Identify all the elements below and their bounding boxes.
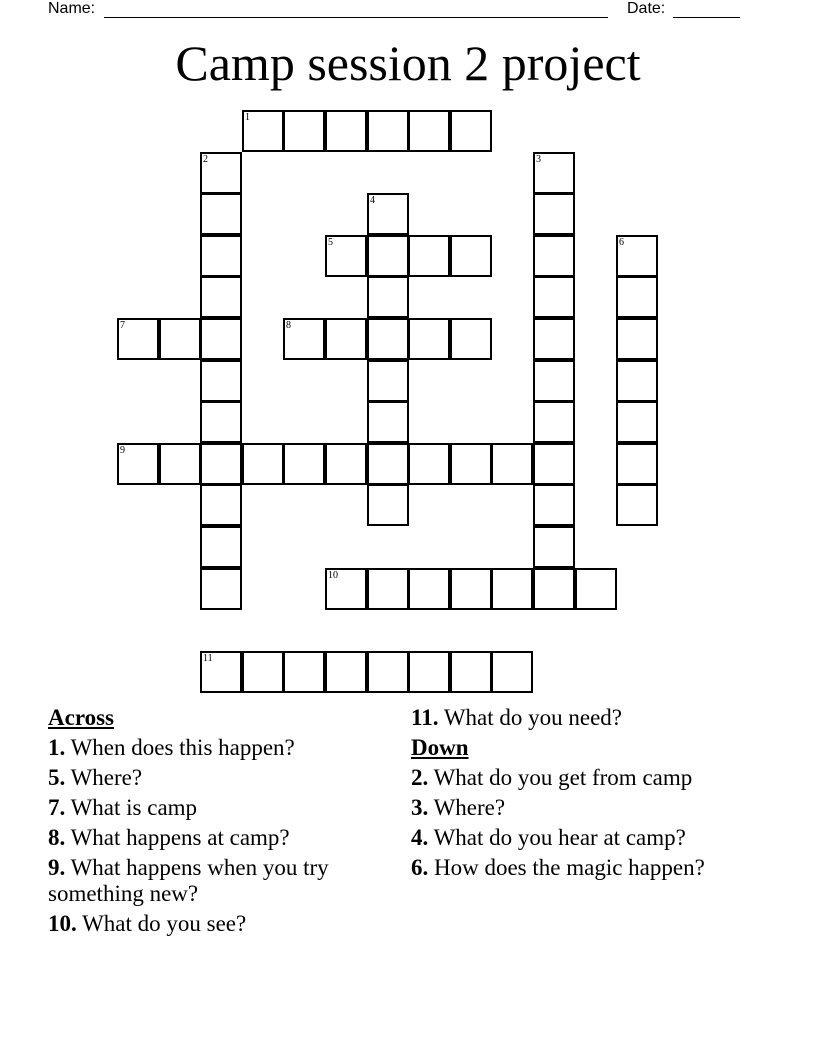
crossword-cell[interactable]	[325, 443, 367, 485]
clue-text: Where?	[428, 795, 506, 820]
crossword-cell[interactable]	[533, 526, 575, 568]
crossword-cell[interactable]	[367, 318, 409, 360]
crossword-cell[interactable]	[242, 651, 284, 693]
crossword-cell[interactable]	[408, 443, 450, 485]
crossword-cell[interactable]	[616, 360, 658, 402]
crossword-cell[interactable]	[408, 318, 450, 360]
crossword-cell[interactable]	[616, 401, 658, 443]
crossword-cell[interactable]	[450, 318, 492, 360]
crossword-cell[interactable]	[367, 401, 409, 443]
clue-across-1	[48, 735, 348, 761]
clue-text: Where?	[65, 765, 143, 790]
crossword-cell[interactable]	[533, 568, 575, 610]
crossword-cell[interactable]	[200, 526, 242, 568]
clue-down-4	[411, 825, 741, 851]
clues-right-column	[411, 705, 741, 885]
crossword-cell[interactable]	[159, 318, 201, 360]
clue-text: What happens at camp?	[65, 825, 290, 850]
clue-across-11	[411, 705, 741, 731]
crossword-cell[interactable]	[491, 443, 533, 485]
clue-number-label: 8	[286, 320, 291, 331]
crossword-cell[interactable]	[367, 568, 409, 610]
crossword-cell[interactable]	[616, 235, 658, 277]
crossword-cell[interactable]	[533, 235, 575, 277]
crossword-cell[interactable]	[117, 318, 159, 360]
crossword-cell[interactable]	[533, 401, 575, 443]
crossword-cell[interactable]	[491, 568, 533, 610]
clue-number-label: 11	[203, 653, 213, 664]
crossword-cell[interactable]	[533, 318, 575, 360]
clue-text: When does this happen?	[65, 735, 295, 760]
crossword-cell[interactable]	[325, 235, 367, 277]
crossword-cell[interactable]	[533, 484, 575, 526]
crossword-cell[interactable]	[283, 443, 325, 485]
crossword-cell[interactable]	[616, 443, 658, 485]
crossword-cell[interactable]	[200, 568, 242, 610]
crossword-cell[interactable]	[200, 152, 242, 194]
clue-across-9	[48, 855, 348, 907]
crossword-cell[interactable]	[283, 318, 325, 360]
clue-number-label: 3	[536, 154, 541, 165]
clue-number: 8.	[48, 825, 66, 850]
clue-across-5	[48, 765, 348, 791]
crossword-cell[interactable]	[367, 110, 409, 152]
crossword-cell[interactable]	[408, 568, 450, 610]
crossword-cell[interactable]	[200, 318, 242, 360]
clue-number: 6.	[411, 855, 429, 880]
crossword-cell[interactable]	[533, 193, 575, 235]
date-label: Date:	[627, 0, 666, 17]
crossword-cell[interactable]	[283, 110, 325, 152]
crossword-cell[interactable]	[325, 568, 367, 610]
clue-text: What do you see?	[76, 911, 247, 936]
clues-left-column	[48, 705, 348, 941]
crossword-cell[interactable]	[450, 568, 492, 610]
clue-across-7	[48, 795, 348, 821]
clue-number: 5.	[48, 765, 66, 790]
crossword-cell[interactable]	[159, 443, 201, 485]
crossword-cell[interactable]	[200, 484, 242, 526]
clue-text: What do you get from camp	[428, 765, 693, 790]
crossword-cell[interactable]	[283, 651, 325, 693]
clue-number: 9.	[48, 855, 66, 880]
crossword-cell[interactable]	[533, 443, 575, 485]
crossword-cell[interactable]	[200, 276, 242, 318]
clue-number: 10.	[48, 911, 77, 936]
clue-across-8	[48, 825, 348, 851]
clue-down-3	[411, 795, 741, 821]
clue-number: 1.	[48, 735, 66, 760]
crossword-cell[interactable]	[450, 651, 492, 693]
crossword-cell[interactable]	[242, 443, 284, 485]
crossword-cell[interactable]	[450, 110, 492, 152]
crossword-cell[interactable]	[575, 568, 617, 610]
crossword-cell[interactable]	[408, 235, 450, 277]
crossword-cell[interactable]	[408, 651, 450, 693]
clue-number: 2.	[411, 765, 429, 790]
clue-number-label: 9	[120, 445, 125, 456]
crossword-cell[interactable]	[200, 193, 242, 235]
clue-number: 3.	[411, 795, 429, 820]
crossword-cell[interactable]	[616, 276, 658, 318]
clue-text: What do you need?	[438, 705, 623, 730]
crossword-cell[interactable]	[200, 401, 242, 443]
crossword-cell[interactable]	[200, 235, 242, 277]
crossword-cell[interactable]	[367, 235, 409, 277]
across-heading: Across	[48, 705, 115, 730]
crossword-cell[interactable]	[200, 443, 242, 485]
crossword-cell[interactable]	[367, 360, 409, 402]
crossword-cell[interactable]	[367, 276, 409, 318]
crossword-cell[interactable]	[616, 318, 658, 360]
clue-text: What happens when you try something new?	[48, 855, 329, 906]
crossword-cell[interactable]	[616, 484, 658, 526]
crossword-cell[interactable]	[367, 443, 409, 485]
crossword-cell[interactable]	[533, 152, 575, 194]
crossword-cell[interactable]	[367, 484, 409, 526]
crossword-cell[interactable]	[367, 193, 409, 235]
crossword-cell[interactable]	[491, 651, 533, 693]
clue-down-6	[411, 855, 741, 881]
clue-number-label: 6	[619, 237, 624, 248]
clue-text: How does the magic happen?	[428, 855, 705, 880]
clue-number: 4.	[411, 825, 429, 850]
crossword-cell[interactable]	[367, 651, 409, 693]
crossword-cell[interactable]	[325, 318, 367, 360]
clue-number-label: 4	[370, 195, 375, 206]
crossword-cell[interactable]	[325, 651, 367, 693]
clue-text: What is camp	[65, 795, 198, 820]
clue-number-label: 10	[328, 570, 338, 581]
crossword-cell[interactable]	[533, 360, 575, 402]
crossword-cell[interactable]	[242, 110, 284, 152]
clue-number-label: 7	[120, 320, 125, 331]
crossword-cell[interactable]	[450, 443, 492, 485]
clue-text: What do you hear at camp?	[428, 825, 686, 850]
crossword-cell[interactable]	[200, 360, 242, 402]
clue-down-2	[411, 765, 741, 791]
clue-number-label: 1	[245, 112, 250, 123]
clue-across-10	[48, 911, 348, 937]
down-heading: Down	[411, 735, 469, 760]
clue-number: 7.	[48, 795, 66, 820]
page-title: Camp session 2 project	[175, 35, 641, 91]
crossword-cell[interactable]	[408, 110, 450, 152]
crossword-cell[interactable]	[117, 443, 159, 485]
clue-number-label: 2	[203, 154, 208, 165]
crossword-cell[interactable]	[200, 651, 242, 693]
name-label: Name:	[48, 0, 96, 17]
crossword-cell[interactable]	[450, 235, 492, 277]
clue-number: 11.	[411, 705, 439, 730]
crossword-cell[interactable]	[325, 110, 367, 152]
crossword-cell[interactable]	[533, 276, 575, 318]
clue-number-label: 5	[328, 237, 333, 248]
